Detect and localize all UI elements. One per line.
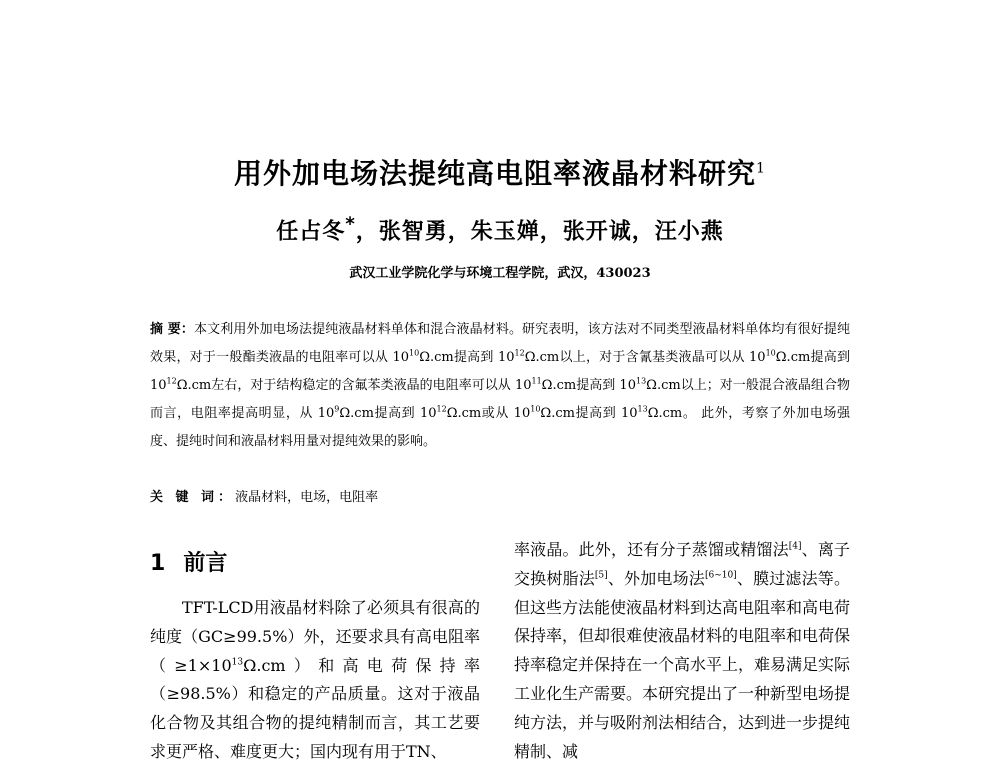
exponent: 12	[514, 348, 525, 358]
body-text: 、膜过滤法等。但这些方法能使液晶材料到达高电阻率和高电荷保持率，但却很难使液晶材料的电阻率和电荷保持率稳定并保持在一个高水平上，难易满足实际工业化生产需要。本研究提出了一种新型电场提纯方法，并与吸附剂法相结合，达到进一步提纯精制、减	[514, 568, 851, 761]
keywords	[150, 486, 850, 505]
citation-ref: [6~10]	[704, 570, 737, 581]
corresponding-author: 任占冬	[276, 219, 346, 245]
abstract-text: Ω.cm提高到 10	[540, 406, 638, 421]
exponent: 9	[334, 404, 340, 414]
exponent: 13	[635, 376, 647, 386]
abstract-text: Ω.cm以上；对一般混合液晶组合物而言，电阻率提高明显，从 10	[150, 378, 850, 421]
title-footnote-mark: 1	[756, 160, 766, 177]
body-text: 率液晶。此外，还有分子蒸馏或精馏法	[514, 540, 789, 559]
body-text: 、外加电场法	[607, 568, 705, 588]
exponent: 13	[231, 657, 244, 668]
citation-ref: [5]	[594, 570, 608, 581]
body-text: TFT-LCD用液晶材料除了必须具有很高的纯度（GC≥99.5%）外，还要求具有高电阻率（≥1×10	[150, 598, 480, 675]
abstract-text: Ω.cm以上，对于含氰基类液晶可以从 10	[524, 350, 766, 365]
abstract-text: Ω.cm提高到 10	[150, 350, 850, 393]
exponent: 13	[637, 404, 648, 414]
abstract-text: Ω.cm。 此外，考察了外加电场强度、提纯时间和液晶材料用量对提纯效果的影响。	[150, 406, 850, 449]
affiliation: 武汉工业学院化学与环境工程学院，武汉，430023	[349, 266, 651, 281]
exponent: 12	[436, 404, 447, 414]
citation-ref: [4]	[788, 541, 802, 552]
abstract-text: Ω.cm提高到 10	[339, 406, 437, 421]
abstract-text: Ω.cm或从 10	[446, 406, 531, 421]
body-text: 、离子交换树脂法	[514, 540, 850, 588]
right-column	[514, 536, 850, 766]
abstract-text: Ω.cm提高到 10	[541, 378, 636, 393]
introduction-paragraph	[150, 594, 480, 767]
left-column	[150, 546, 480, 767]
abstract	[150, 316, 850, 456]
abstract-text: Ω.cm提高到 10	[419, 350, 515, 365]
paper-title	[0, 152, 1000, 192]
exponent: 10	[765, 348, 776, 358]
body-text: Ω.cm）和高电荷保持率（≥98.5%）和稳定的产品质量。这对于液晶化合物及其组合物的提纯精制而言，其工艺要求更严格、难度更大；国内现有用于TN、	[150, 655, 480, 761]
exponent: 12	[166, 376, 177, 386]
paper-title-text: 用外加电场法提纯高电阻率液晶材料研究	[234, 157, 757, 190]
exponent: 10	[409, 348, 420, 358]
exponent: 11	[531, 376, 542, 386]
corresponding-author-mark: *	[345, 214, 356, 235]
abstract-text: Ω.cm左右，对于结构稳定的含氟苯类液晶的电阻率可以从 10	[176, 378, 532, 393]
co-authors: ，张智勇，朱玉婵，张开诚，汪小燕	[355, 219, 724, 245]
keywords-text: 液晶材料，电场，电阻率	[235, 490, 379, 505]
exponent: 10	[530, 404, 541, 414]
section-title: 前言	[183, 551, 228, 576]
keywords-label: 关 键 词：	[150, 490, 236, 505]
abstract-text: 本文利用外加电场法提纯液晶材料单体和混合液晶材料。研究表明，该方法对不同类型液晶材料单体均有很好提纯效果，对于一般酯类液晶的电阻率可以从 10	[150, 322, 850, 365]
section-heading	[150, 546, 480, 586]
introduction-paragraph-continued	[514, 536, 850, 766]
abstract-label: 摘 要：	[150, 322, 195, 337]
abstract-body	[150, 316, 850, 456]
section-number: 1	[150, 551, 166, 576]
author-list	[0, 214, 1000, 245]
